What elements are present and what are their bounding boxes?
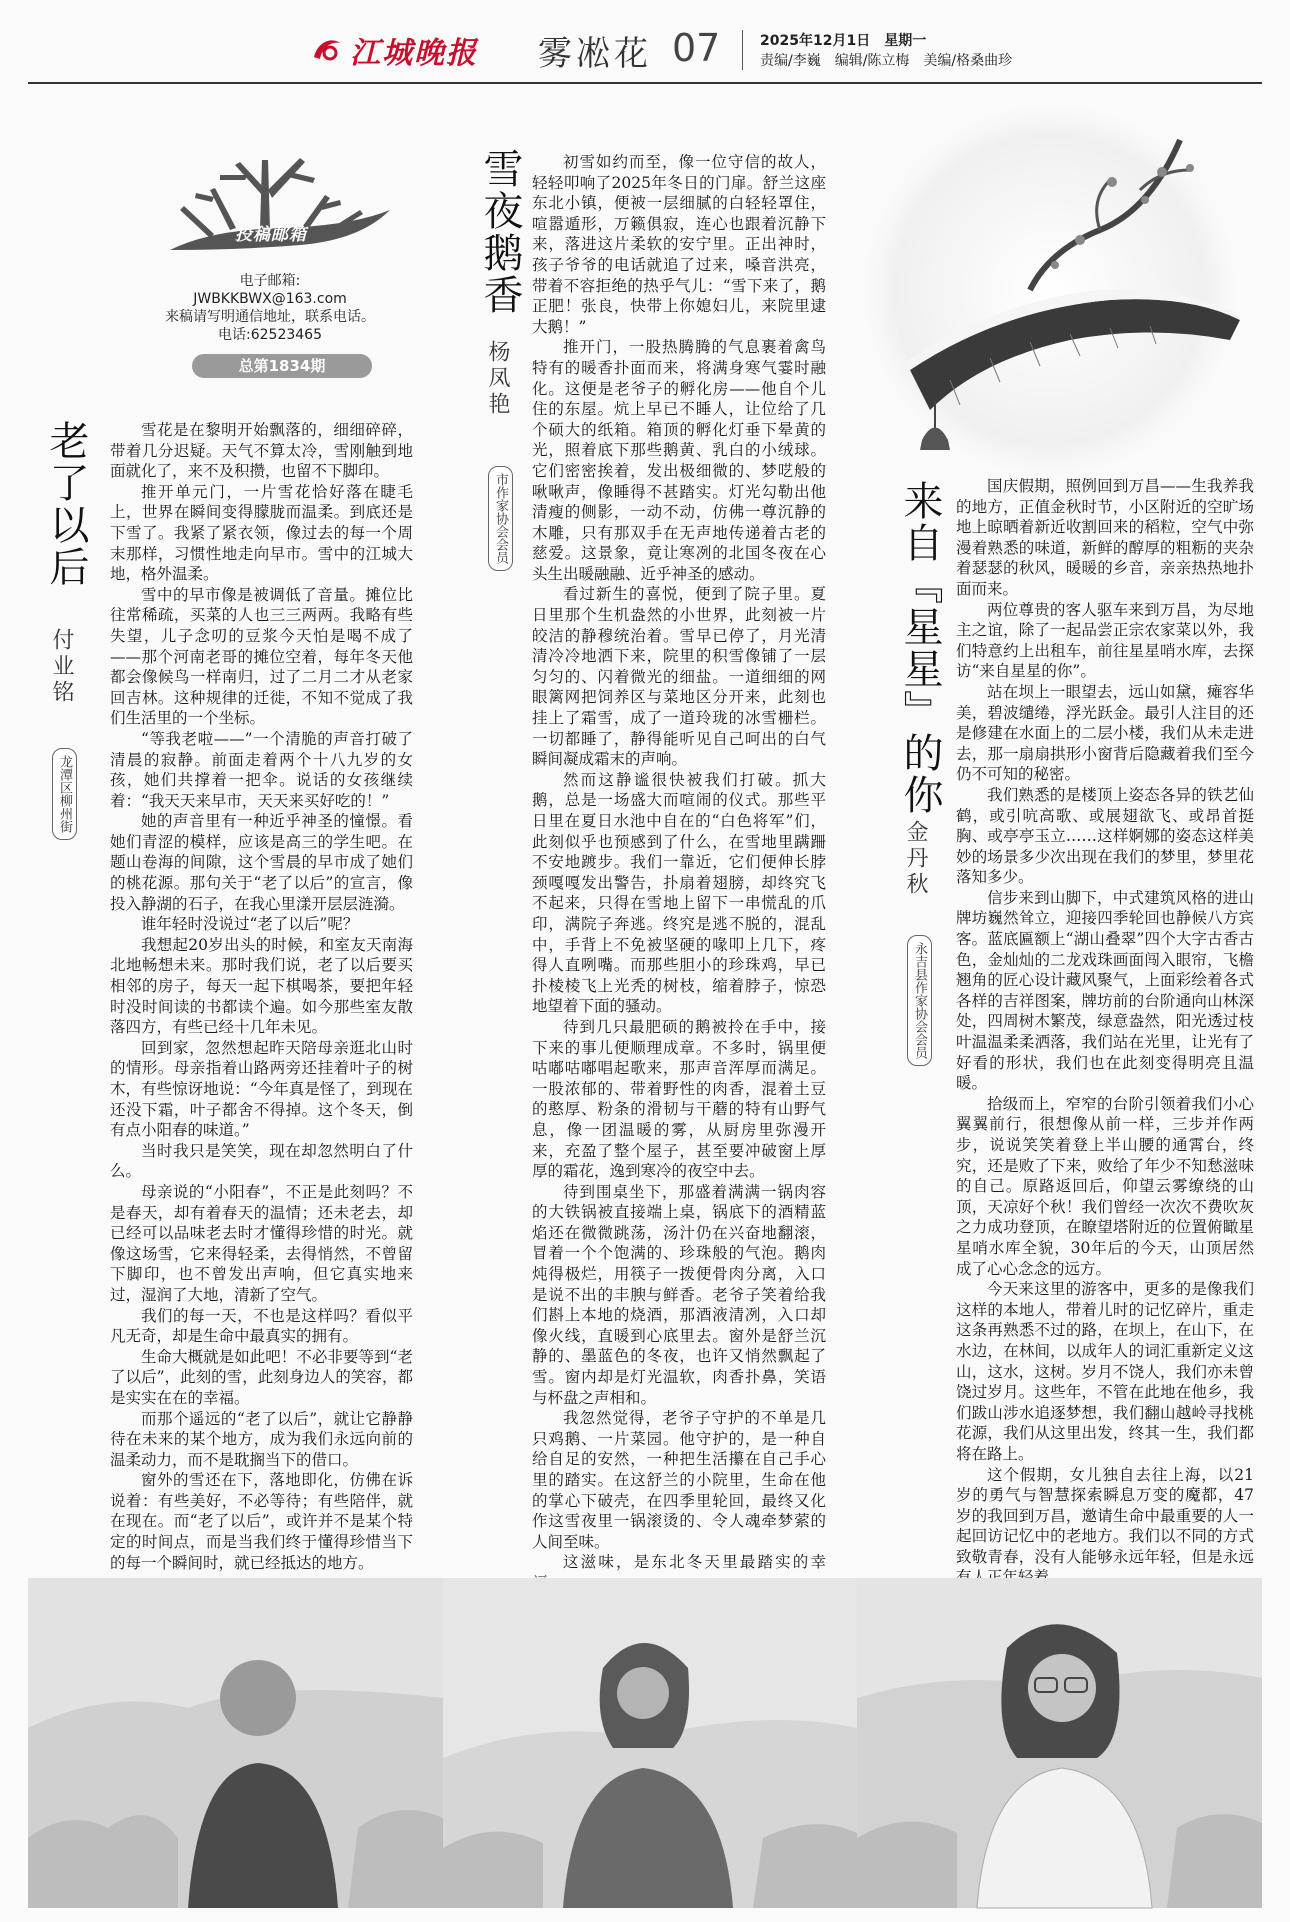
paragraph: 母亲说的“小阳春”，不正是此刻吗？不是春天，却有着春天的温情；还未老去，却已经可以品味老去时才懂得珍惜的时光。就像这场雪，它来得轻柔，去得悄然，不曾留下脚印，也不曾发出声响，但它真实地来过，湿润了大地，清新了空气。 [110,1182,413,1304]
logo-emblem-icon [310,35,344,65]
page-number: 07 [672,26,721,70]
article3-author: 金丹秋 [903,820,928,898]
paragraph: 我们的每一天，不也是这样吗？看似平凡无奇，却是生命中最真实的拥有。 [110,1306,413,1346]
paragraph: 初雪如约而至，像一位守信的故人，轻轻叩响了2025年冬日的门扉。舒兰这座东北小镇，便被一层细腻的白轻轻罩住，喧嚣遁形，万籁俱寂，连心也跟着沉静下来，落进这片柔软的安宁里。正出神时，孩子爷爷的电话就追了过来，嗓音洪亮，带着不容拒绝的热乎气儿：“雪下来了，鹅正肥！张良，快带上你媳妇儿，来院里逮大鹅！” [532,153,826,336]
issue-number-badge: 总第1834期 [192,354,372,378]
paragraph: 信步来到山脚下，中式建筑风格的进山牌坊巍然耸立，迎接四季轮回也静候八方宾客。蓝底匾额上“湖山叠翠”四个大字古香古色，金灿灿的二龙戏珠画面闯入眼帘，飞檐翘角的匠心设计藏风聚气，上面彩绘着各式各样的吉祥图案，牌坊前的台阶通向山林深处，四周树木繁茂，绿意盎然，阳光透过枝叶温温柔柔洒落，我们站在光里，让光有了好看的形状，我们也在此刻变得明亮且温暖。 [956,888,1254,1093]
article1-body [110,420,413,1580]
portrait-woman-glasses-icon [857,1578,1262,1908]
article1-author: 付业铭 [49,628,74,706]
newspaper-name: 江城晚报 [350,36,478,71]
article2-title: 雪夜鹅香 [477,148,523,316]
author-portrait-3 [857,1578,1262,1908]
paragraph: 生命大概就是如此吧！不必非要等到“老了以后”，此刻的雪，此刻身边人的笑容，都是实实在在的幸福。 [110,1347,413,1407]
paragraph: 两位尊贵的客人驱车来到万昌，为尽地主之谊，除了一起品尝正宗农家菜以外，我们特意约上出租车，前往星星哨水库，去探访“来自星星的你”。 [956,600,1254,681]
article3-body [956,476,1254,1580]
paragraph: 待到围桌坐下，那盛着满满一锅肉容的大铁锅被直接端上桌，锅底下的酒精蓝焰还在微微跳荡，汤汁仍在兴奋地翻滚，冒着一个个饱满的、珍珠般的气泡。鹅肉炖得极烂，用筷子一拨便骨肉分离，入口是说不出的丰腴与鲜香。老爷子笑着给我们斟上本地的烧酒，那酒液清冽，入口却像火线，直暖到心底里去。窗外是舒兰沉静的、墨蓝色的冬夜，也许又悄然飘起了雪。窗内却是灯光温软，肉香扑鼻，笑语与杯盘之声相和。 [532,1182,826,1407]
paragraph: 回到家，忽然想起昨天陪母亲逛北山时的情形。母亲指着山路两旁还挂着叶子的树木，有些惊讶地说：“今年真是怪了，到现在还没下霜，叶子都舍不得掉。这个冬天，倒有点小阳春的味道。” [110,1038,413,1140]
section-name: 雾凇花 [538,34,652,74]
paragraph: 当时我只是笑笑，现在却忽然明白了什么。 [110,1141,413,1181]
issue-date: 2025年12月1日 星期一 [760,33,927,49]
header-rule [28,82,1262,84]
paragraph: 这个假期，女儿独自去往上海，以21岁的勇气与智慧探索瞬息万变的魔都，47岁的我回到万昌，邀请生命中最重要的人一起回访记忆中的老地方。我们以不同的方式致敬青春，没有人能够永远年轻，但是永远 [956,1465,1254,1566]
paragraph: 看过新生的喜悦，便到了院子里。夏日里那个生机盎然的小世界，此刻被一片皎洁的静穆统治着。雪早已停了，月光清清冷冷地洒下来，院里的积雪像铺了一层匀匀的、闪着微光的细盐。一道细细的网眼篱网把饲养区与菜地区分开来，此刻也挂上了霜雪，成了一道玲珑的冰雪栅栏。一切都睡了，静得能听见自己呵出的白气瞬间凝成霜末的声响。 [532,585,826,769]
paragraph: 雪中的早市像是被调低了音量。摊位比往常稀疏，买菜的人也三三两两。我略有些失望，儿子念叨的豆浆今天怕是喝不成了——那个河南老哥的摊位空着，每年冬天他都会像候鸟一样南归，过了二月二才从老家回吉林。这种规律的迁徙，不知不觉成了我们生活里的一个坐标。 [110,585,413,728]
paragraph: 而那个遥远的“老了以后”，就让它静静待在未来的某个地方，成为我们永远向前的温柔动力，而不是耽搁当下的借口。 [110,1409,413,1469]
paragraph: 雪花是在黎明开始飘落的，细细碎碎，带着几分迟疑。天气不算太冷，雪刚触到地面就化了，来不及积攒，也留不下脚印。 [110,421,413,481]
article3-affiliation: 永吉县作家协会会员 [907,935,932,1066]
paragraph: 窗外的雪还在下，落地即化，仿佛在诉说着：有些美好，不必等待；有些陪伴，就在现在。而“老了以后”，或许并不是某个特定的时间点，而是当我们终于懂得珍惜当下的每一个瞬间时，就已经抵达的地方。 [110,1471,413,1572]
paragraph: 国庆假期，照例回到万昌——生我养我的地方，正值金秋时节，小区附近的空旷场地上晾晒着新近收割回来的稻粒，空气中弥漫着熟悉的味道，新鲜的醇厚的粗粝的夹杂着瑟瑟的秋风，暖暖的乡音，亲亲热热地扑面而来。 [956,477,1254,598]
coral-branch-icon [150,140,400,270]
paragraph: 我忽然觉得，老爷子守护的不单是几只鸡鹅、一片菜园。他守护的，是一种自给自足的安然，一种把生活攥在自己手心里的踏实。在这舒兰的小院里，生命在他的掌心下破壳，在四季里轮回，最终又化作这雪夜里一锅滚烫的、令人魂牵梦萦的人间至味。 [532,1409,826,1551]
snowy-eave-illustration [850,90,1250,490]
article2-author: 杨凤艳 [485,340,510,418]
paragraph: 她的声音里有一种近乎神圣的憧憬。看她们青涩的模样，应该是高三的学生吧。在题山卷海的间隙，这个雪晨的早市成了她们的桃花源。那句关于“老了以后”的宣言，像投入静湖的石子，在我心里漾开层层涟漪。 [110,812,413,913]
article1-affiliation: 龙潭区柳州街 [52,748,77,840]
submission-mailbox-graphic [150,140,400,385]
paragraph: 待到几只最肥硕的鹅被拎在手中，接下来的事儿便顺理成章。不多时，锅里便咕嘟咕嘟唱起歌来，那声音浑厚而满足。一股浓郁的、带着野性的肉香，混着土豆的憨厚、粉条的滑韧与干蘑的特有山野气息，像一团温暖的雾，从厨房里弥漫开来，充盈了整个屋子，甚至要冲破窗上厚厚的霜花，逸到寒冷的夜空中去。 [532,1017,826,1181]
paragraph: 这滋味，是东北冬天里最踏实的幸 [563,1553,826,1572]
paragraph: 我们熟悉的是楼顶上姿态各异的铁艺仙鹤，或引吭高歌、或展翅欲飞、或昂首挺胸、或亭亭玉立……这样婀娜的姿态这样美妙的场景多少次出现在我们的梦里，梦里花落知多少。 [956,785,1254,887]
author-portraits-strip [28,1578,1262,1908]
paragraph: 推开单元门，一片雪花恰好落在睫毛上，世界在瞬间变得朦胧而温柔。到底还是下雪了。我紧了紧衣领，像过去的每一个周末那样，习惯性地走向早市。雪中的江城大地，格外温柔。 [110,482,413,584]
paragraph: 今天来这里的游客中，更多的是像我们这样的本地人，带着儿时的记忆碎片，重走这条再熟悉不过的路，在坝上，在山下，在水边，在林间，以成年人的词汇重新定义这山，这水，这树。岁月不饶人，我们亦未曾饶过岁月。这些年，不管在此地在他乡，我们跋山涉水追逐梦想，我们翻山越岭寻找桃花源，我们从这里出发，终其一生，我们都将在路上。 [956,1280,1254,1463]
article2-affiliation: 市作家协会会员 [488,466,513,571]
paragraph: “等我老啦——”一个清脆的声音打破了清晨的寂静。前面走着两个十八九岁的女孩，她们共撑着一把伞。说话的女孩继续着：“我天天来早市，天天来买好吃的！” [110,729,413,810]
author-portrait-1 [28,1578,443,1908]
mailbox-contact-info [145,272,395,344]
newspaper-logo [310,28,478,72]
email-label: 电子邮箱: [239,273,301,289]
portrait-woman-icon [443,1578,857,1908]
phone-number: 电话:62523465 [218,327,322,343]
editor-credits: 责编/李巍 编辑/陈立梅 美编/格桑曲珍 [760,53,1013,69]
article2-body [532,152,826,1580]
mailbox-title: 投稿邮箱 [235,225,307,245]
article1-title: 老了以后 [43,420,89,588]
paragraph: 站在坝上一眼望去，远山如黛，瘫容华美，碧波缱绻，浮光跃金。最引人注目的还是修建在水面上的二层小楼，我们从未走进去，那一扇扇拱形小窗背后隐藏着我们至今仍不可知的秘密。 [956,682,1254,784]
page-header [0,0,1290,78]
header-divider [742,30,743,70]
paragraph: 拾级而上，窄窄的台阶引领着我们小心翼翼前行，很想像从前一样，三步并作两步，说说笑笑着登上半山腰的通霄台，终究，还是败了下来，败给了年少不知愁滋味的自己。原路返回后，仰望云雾缭绕的山顶，天凉好个秋！我们曾经一次次不费吹灰之力成功登顶，在瞭望塔附近的位置俯瞰星星哨水库全貌，30年后的今天，山顶居然成了心心念念的远方。 [956,1094,1254,1278]
portrait-man-icon [28,1578,443,1908]
paragraph: 然而这静谧很快被我们打破。抓大鹅，总是一场盛大而喧闹的仪式。那些平日里在夏日水池中自在的“白色将军”们，此刻似乎也预感到了什么，在雪地里蹒跚不安地踱步。我们一靠近，它们便伸长脖颈嘎嘎发出警告，扑扇着翅膀，却终究飞不起来，只得在雪地上留下一串慌乱的爪印，满院子奔逃。终究是逃不脱的，混乱中，手背上不免被坚硬的喙叩上几下，疼得人直咧嘴。而那些胆小的珍珠鸡，早已扑棱棱飞上光秃的树枝，缩着脖子，惊恐地望着下面的骚动。 [532,770,826,1016]
submission-note: 来稿请写明通信地址，联系电话。 [165,309,375,325]
author-portrait-2 [443,1578,857,1908]
paragraph: 谁年轻时没说过“老了以后”呢？ [141,915,359,934]
article3-title: 来自『星星』的你 [897,480,943,816]
paragraph: 我想起20岁出头的时候，和室友天南海北地畅想未来。那时我们说，老了以后要买相邻的房子，每天一起下棋喝茶，要把年轻时没时间读的书都读个遍。如今那些室友散落四方，有些已经十几年未见。 [110,935,413,1037]
paragraph: 推开门，一股热腾腾的气息裹着禽鸟特有的暖香扑面而来，将满身寒气霎时融化。这便是老爷子的孵化房——他自个儿住的东屋。炕上早已不睡人，让位给了几个硕大的纸箱。箱顶的孵化灯垂下晕黄的光，照着底下那些鹅黄、乳白的小绒球。它们密密挨着，发出极细微的、梦呓般的啾啾声，像睡得不甚踏实。灯光勾勒出他清瘦的侧影，一动不动，仿佛一尊沉静的木雕，只有那双手在无声地传递着古老的慈爱。这景象，竟让寒冽的北国冬夜在心头生出暖融融、近乎神圣的感动。 [532,338,826,583]
email-address: JWBKKBWX@163.com [193,291,347,307]
